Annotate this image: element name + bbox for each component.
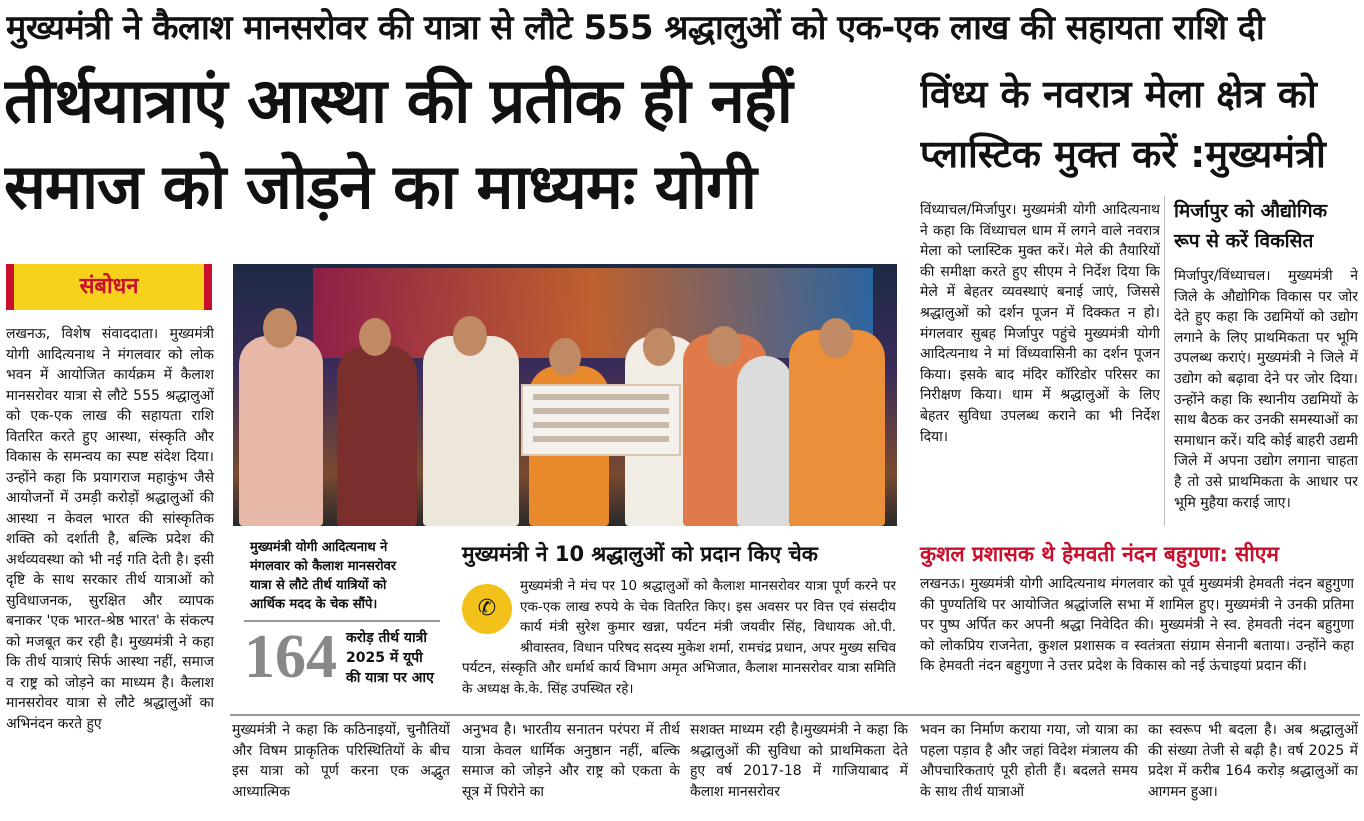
- photo-person-head: [359, 318, 391, 356]
- bottom-column-2: अनुभव है। भारतीय सनातन परंपरा में तीर्थ यात्रा केवल धार्मिक अनुष्ठान नहीं, बल्कि समाज को जोड़ने और राष्ट्र को एकता के सूत्र में पिरोने का: [462, 722, 680, 800]
- subheadline-bahuguna: कुशल प्रशासक थे हेमवती नंदन बहुगुणा: सीएम: [920, 542, 1279, 566]
- column-divider: [1164, 196, 1165, 526]
- bottom-column-3: सशक्त माध्यम रही है।मुख्यमंत्री ने कहा कि श्रद्धालुओं की सुविधा को प्राथमिकता देते हुए वर्ष 2017-18 में गाजियाबाद में कैलाश मानसरोवर: [690, 722, 908, 800]
- stat-text: करोड़ तीर्थ यात्री 2025 में यूपी की यात्रा पर आए: [346, 630, 434, 686]
- photo-person: [337, 346, 417, 526]
- event-photo: [233, 264, 897, 526]
- left-column-text: लखनऊ, विशेष संवाददाता। मुख्यमंत्री योगी आदित्यनाथ ने मंगलवार को लोक भवन में आयोजित कार्यक्रम में कैलाश मानसरोवर यात्रा से लौटे 555 श्रद्धालुओं को एक-एक लाख की सहायता राशि वितरित करते हुए आस्था, संस्कृति और विकास के समन्वय का स्पष्ट संदेश दिया। उन्होंने कहा कि प्रयागराज महाकुंभ जैसे आयोजनों में उमड़ी करोड़ों श्रद्धालुओं की आस्था न केवल भारत की सांस्कृतिक शक्ति को दर्शाती है, बल्कि प्रदेश की अर्थव्यवस्था को भी नई गति देती है। इसी दृष्टि के साथ सरकार तीर्थ यात्राओं को सुविधाजनक, सुरक्षित और व्यापक बनाकर 'एक भारत-श्रेष्ठ भारत' के संकल्प को मजबूत कर रही है। मुख्यमंत्री ने कहा कि तीर्थ यात्राएं सिर्फ आस्था नहीं, समाज व राष्ट्र को जोड़ने का माध्यम है। कैलाश मानसरोवर यात्रा से लौटे श्रद्धालुओं का अभिनंदन करते हुए: [6, 326, 214, 732]
- box-headline: मिर्जापुर को औद्योगिक रूप से करें विकसित: [1174, 200, 1328, 252]
- bahuguna-article-text: लखनऊ। मुख्यमंत्री योगी आदित्यनाथ मंगलवार को पूर्व मुख्यमंत्री हेमवती नंदन बहुगुणा की पुण्यतिथि पर आयोजित श्रद्धांजलि सभा में शामिल हुए। मुख्यमंत्री ने उनकी प्रतिमा पर पुष्प अर्पित कर अपनी श्रद्धा निवेदित की। मुख्यमंत्री ने स्व. हेमवती नंदन बहुगुणा को लोकप्रिय राजनेता, कुशल प्रशासक व स्वतंत्रता संग्राम सेनानी बताया। उन्होंने कहा कि हेमवती नंदन बहुगुणा ने उत्तर प्रदेश के विकास को नई ऊंचाइयां प्रदान कीं।: [920, 576, 1354, 675]
- photo-person: [737, 356, 793, 526]
- ceremonial-cheque: [521, 384, 681, 456]
- subarticle-cheques-text: [462, 576, 896, 704]
- photo-caption: मुख्यमंत्री योगी आदित्यनाथ ने मंगलवार को कैलाश मानसरोवर यात्रा से लौटे तीर्थ यात्रियों को आर्थिक मदद के चेक सौंपे।: [250, 540, 397, 612]
- whatsapp-logo-icon: ✆: [462, 584, 512, 634]
- photo-person-head: [643, 328, 675, 366]
- side-headline: विंध्य के नवरात्र मेला क्षेत्र को प्लास्टिक मुक्त करें :मुख्यमंत्री: [920, 72, 1326, 176]
- photo-person-head: [549, 338, 581, 376]
- stat-number: 164: [244, 623, 337, 691]
- photo-person-head: [707, 326, 741, 366]
- stage-banner: [313, 268, 873, 358]
- bottom-column-5: का स्वरूप भी बदला है। अब श्रद्धालुओं की संख्या तेजी से बढ़ी है। वर्ष 2025 में प्रदेश में करीब 164 करोड़ श्रद्धालुओं का आगमन हुआ।: [1148, 722, 1358, 800]
- kicker-headline: मुख्यमंत्री ने कैलाश मानसरोवर की यात्रा से लौटे 555 श्रद्धालुओं को एक-एक लाख की सहायता राशि दी: [6, 8, 1265, 48]
- section-tag-label: संबोधन: [79, 274, 139, 299]
- subheadline-cheques: मुख्यमंत्री ने 10 श्रद्धालुओं को प्रदान किए चेक: [462, 542, 818, 566]
- photo-person: [789, 330, 885, 526]
- photo-person-head: [819, 318, 853, 358]
- box-article-text: मिर्जापुर/विंध्याचल। मुख्यमंत्री ने जिले के औद्योगिक विकास पर जोर देते हुए कहा कि उद्यमियों को उद्योग लगाने के लिए प्राथमिकता पर भूमि उपलब्ध कराएं। मुख्यमंत्री ने जिले में उद्योग को बढ़ावा देने पर जोर दिया। उन्होंने कहा कि स्थानीय उद्यमियों के साथ बैठक कर उनकी समस्याओं का समाधान करें। यदि कोई बाहरी उद्यमी जिले में अपना उद्योग लगाना चाहता है तो उसे प्राथमिकता के आधार पर भूमि मुहैया कराई जाए।: [1174, 268, 1358, 511]
- bottom-column-1: मुख्यमंत्री ने कहा कि कठिनाइयों, चुनौतियों और विषम प्राकृतिक परिस्थितियों के बीच इस यात्रा को पूर्ण करना एक अद्भुत आध्यात्मिक: [232, 722, 450, 800]
- photo-person: [239, 336, 323, 526]
- horizontal-divider: [230, 714, 1360, 716]
- vindhya-article-text: विंध्याचल/मिर्जापुर। मुख्यमंत्री योगी आदित्यनाथ ने कहा कि विंध्याचल धाम में लगने वाले नवरात्र मेला को प्लास्टिक मुक्त करें। मेले की तैयारियों की समीक्षा करते हुए सीएम ने निर्देश दिया कि मेले में बेहतर व्यवस्थाएं बनाई जाएं, जिससे श्रद्धालुओं को दर्शन पूजन में दिक्कत न हो। मंगलवार सुबह मिर्जापुर पहुंचे मुख्यमंत्री योगी आदित्यनाथ ने मां विंध्यवासिनी का दर्शन पूजन किया। इसके बाद मंदिर कॉरिडोर परिसर का निरीक्षण किया। धाम में श्रद्धालुओं के लिए बेहतर सुविधा उपलब्ध कराने का भी निर्देश दिया।: [920, 202, 1160, 445]
- subarticle-cheques-body: मुख्यमंत्री ने मंच पर 10 श्रद्धालुओं को कैलाश मानसरोवर यात्रा पूर्ण करने पर एक-एक लाख रुपये के चेक वितरित किए। इस अवसर पर वित्त एवं संसदीय कार्य मंत्री सुरेश कुमार खन्ना, पर्यटन मंत्री जयवीर सिंह, विधायक ओ.पी. श्रीवास्तव, विधान परिषद सदस्य मुकेश शर्मा, रामचंद्र प्रधान, अपर मुख्य सचिव पर्यटन, संस्कृति और धर्मार्थ कार्य विभाग अमृत अभिजात, कैलाश मानसरोवर यात्रा समिति के अध्यक्ष के.के. सिंह उपस्थित रहे।: [462, 578, 896, 697]
- photo-person-head: [263, 308, 297, 348]
- section-tag: [6, 264, 212, 310]
- bottom-column-4: भवन का निर्माण कराया गया, जो यात्रा का पहला पड़ाव है और जहां विदेश मंत्रालय की औपचारिकताएं पूरी होती हैं। बदलते समय के साथ तीर्थ यात्राओं: [920, 722, 1138, 800]
- photo-person: [423, 336, 519, 526]
- main-headline: तीर्थयात्राएं आस्था की प्रतीक ही नहीं समाज को जोड़ने का माध्यमः योगी: [4, 64, 792, 223]
- photo-person-head: [453, 316, 487, 356]
